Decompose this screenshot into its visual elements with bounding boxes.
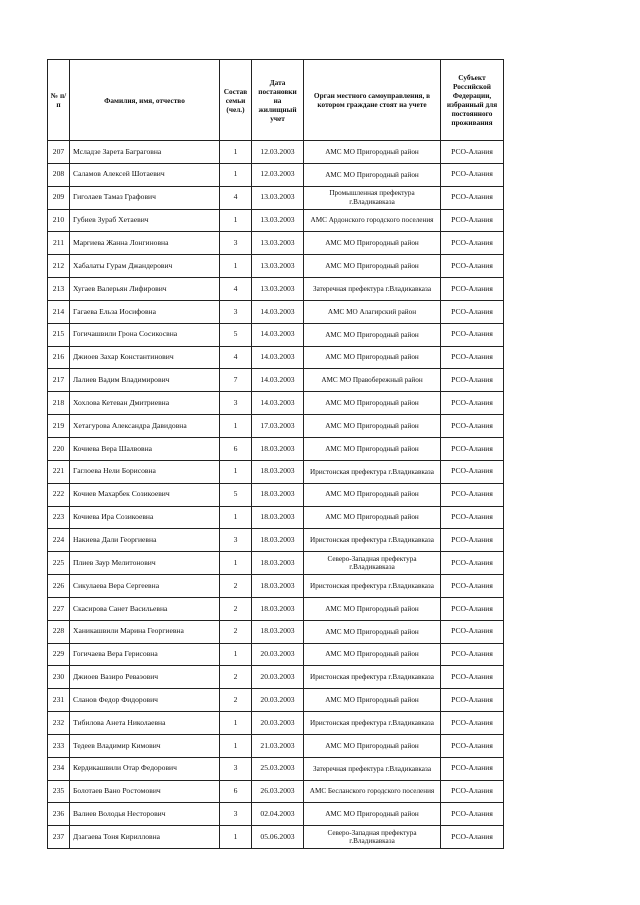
cell-date: 20.03.2003	[252, 666, 304, 689]
cell-org: АМС МО Пригородный район	[304, 232, 441, 255]
cell-org: АМС МО Пригородный район	[304, 803, 441, 826]
cell-num: 233	[48, 734, 70, 757]
cell-org: АМС МО Пригородный район	[304, 346, 441, 369]
cell-subject: РСО-Алания	[441, 255, 504, 278]
cell-name: Валиев Володья Несторович	[70, 803, 220, 826]
cell-subject: РСО-Алания	[441, 141, 504, 164]
cell-family-size: 2	[220, 575, 252, 598]
cell-org: АМС МО Пригородный район	[304, 255, 441, 278]
cell-org: АМС МО Пригородный район	[304, 734, 441, 757]
cell-name: Сикулаева Вера Сергеевна	[70, 575, 220, 598]
cell-org: Промышленная префектура г.Владикавказа	[304, 186, 441, 209]
cell-num: 224	[48, 529, 70, 552]
cell-date: 13.03.2003	[252, 278, 304, 301]
cell-family-size: 3	[220, 757, 252, 780]
cell-family-size: 3	[220, 803, 252, 826]
cell-date: 18.03.2003	[252, 529, 304, 552]
table-row	[48, 255, 504, 278]
cell-date: 17.03.2003	[252, 415, 304, 438]
cell-subject: РСО-Алания	[441, 437, 504, 460]
cell-subject: РСО-Алания	[441, 415, 504, 438]
cell-subject: РСО-Алания	[441, 597, 504, 620]
cell-num: 207	[48, 141, 70, 164]
cell-num: 234	[48, 757, 70, 780]
cell-name: Саламов Алексей Шотаевич	[70, 163, 220, 186]
cell-num: 237	[48, 826, 70, 849]
cell-org: Северо-Западная префектура г.Владикавказа	[304, 826, 441, 849]
cell-subject: РСО-Алания	[441, 346, 504, 369]
cell-name: Гагаева Ельза Иосифовна	[70, 300, 220, 323]
table-row	[48, 437, 504, 460]
cell-subject: РСО-Алания	[441, 506, 504, 529]
cell-name: Лалиев Вадим Владимирович	[70, 369, 220, 392]
cell-family-size: 1	[220, 826, 252, 849]
cell-date: 13.03.2003	[252, 232, 304, 255]
cell-date: 18.03.2003	[252, 506, 304, 529]
cell-family-size: 5	[220, 323, 252, 346]
cell-date: 13.03.2003	[252, 186, 304, 209]
cell-family-size: 4	[220, 278, 252, 301]
header-num: № п/п	[48, 60, 70, 141]
cell-name: Скасирова Санет Васильевна	[70, 597, 220, 620]
cell-num: 216	[48, 346, 70, 369]
cell-date: 02.04.2003	[252, 803, 304, 826]
cell-num: 222	[48, 483, 70, 506]
cell-family-size: 1	[220, 643, 252, 666]
cell-family-size: 1	[220, 734, 252, 757]
table-row	[48, 460, 504, 483]
cell-family-size: 1	[220, 460, 252, 483]
table-row	[48, 620, 504, 643]
cell-date: 12.03.2003	[252, 163, 304, 186]
table-row	[48, 209, 504, 232]
table-row	[48, 186, 504, 209]
cell-num: 223	[48, 506, 70, 529]
cell-num: 220	[48, 437, 70, 460]
cell-name: Хетагурова Александра Давидовна	[70, 415, 220, 438]
cell-date: 14.03.2003	[252, 346, 304, 369]
cell-family-size: 3	[220, 392, 252, 415]
cell-family-size: 1	[220, 415, 252, 438]
cell-name: Гогичаева Вера Герисовна	[70, 643, 220, 666]
cell-date: 18.03.2003	[252, 483, 304, 506]
cell-num: 235	[48, 780, 70, 803]
table-row	[48, 369, 504, 392]
cell-family-size: 1	[220, 163, 252, 186]
table-row	[48, 552, 504, 575]
cell-num: 214	[48, 300, 70, 323]
cell-family-size: 1	[220, 141, 252, 164]
table-row	[48, 232, 504, 255]
cell-subject: РСО-Алания	[441, 826, 504, 849]
cell-org: Иристонская префектура г.Владикавказа	[304, 575, 441, 598]
cell-date: 13.03.2003	[252, 209, 304, 232]
table-header-row	[48, 60, 504, 141]
cell-subject: РСО-Алания	[441, 392, 504, 415]
cell-name: Тибилова Анета Николаевна	[70, 712, 220, 735]
cell-num: 211	[48, 232, 70, 255]
table-row	[48, 346, 504, 369]
cell-subject: РСО-Алания	[441, 620, 504, 643]
cell-org: АМС МО Пригородный район	[304, 415, 441, 438]
cell-name: Хугаев Валерьян Лифирович	[70, 278, 220, 301]
cell-org: АМС МО Пригородный район	[304, 392, 441, 415]
table-row	[48, 757, 504, 780]
cell-family-size: 3	[220, 529, 252, 552]
header-subject: Субъект Российской Федерации, избранный для постоянного проживания	[441, 60, 504, 141]
cell-family-size: 6	[220, 780, 252, 803]
cell-name: Сланов Федор Фидорович	[70, 689, 220, 712]
cell-name: Кочиева Вера Шалвовна	[70, 437, 220, 460]
cell-name: Болотаев Вано Ростомович	[70, 780, 220, 803]
table-row	[48, 597, 504, 620]
table-row	[48, 689, 504, 712]
cell-date: 05.06.2003	[252, 826, 304, 849]
cell-num: 215	[48, 323, 70, 346]
cell-org: Иристонская префектура г.Владикавказа	[304, 460, 441, 483]
cell-name: Дзагаева Тоня Кирилловна	[70, 826, 220, 849]
cell-name: Ханикашвили Марина Георгиевна	[70, 620, 220, 643]
cell-num: 225	[48, 552, 70, 575]
cell-date: 18.03.2003	[252, 552, 304, 575]
cell-org: Северо-Западная префектура г.Владикавказа	[304, 552, 441, 575]
cell-subject: РСО-Алания	[441, 643, 504, 666]
table-row	[48, 300, 504, 323]
table-row	[48, 506, 504, 529]
housing-queue-table	[47, 59, 504, 849]
cell-num: 232	[48, 712, 70, 735]
cell-family-size: 4	[220, 186, 252, 209]
cell-subject: РСО-Алания	[441, 232, 504, 255]
header-name: Фамилия, имя, отчество	[70, 60, 220, 141]
cell-name: Плиев Заур Мелитонович	[70, 552, 220, 575]
table-row	[48, 734, 504, 757]
cell-date: 18.03.2003	[252, 460, 304, 483]
table-body	[48, 141, 504, 849]
cell-name: Гогичашвили Грона Сосикосвна	[70, 323, 220, 346]
cell-subject: РСО-Алания	[441, 209, 504, 232]
cell-date: 14.03.2003	[252, 300, 304, 323]
cell-subject: РСО-Алания	[441, 483, 504, 506]
cell-num: 217	[48, 369, 70, 392]
cell-subject: РСО-Алания	[441, 369, 504, 392]
cell-num: 228	[48, 620, 70, 643]
cell-subject: РСО-Алания	[441, 575, 504, 598]
cell-org: Затеречная префектура г.Владикавказа	[304, 757, 441, 780]
cell-num: 229	[48, 643, 70, 666]
cell-date: 25.03.2003	[252, 757, 304, 780]
cell-org: АМС МО Пригородный район	[304, 141, 441, 164]
cell-num: 210	[48, 209, 70, 232]
cell-name: Джиоев Захар Константинович	[70, 346, 220, 369]
cell-name: Гиголаев Тамаз Графович	[70, 186, 220, 209]
cell-org: АМС МО Пригородный район	[304, 643, 441, 666]
cell-date: 21.03.2003	[252, 734, 304, 757]
cell-num: 219	[48, 415, 70, 438]
cell-org: Иристонская префектура г.Владикавказа	[304, 666, 441, 689]
cell-date: 20.03.2003	[252, 712, 304, 735]
cell-family-size: 7	[220, 369, 252, 392]
cell-org: АМС МО Алагирский район	[304, 300, 441, 323]
cell-family-size: 1	[220, 552, 252, 575]
cell-subject: РСО-Алания	[441, 712, 504, 735]
cell-family-size: 5	[220, 483, 252, 506]
cell-subject: РСО-Алания	[441, 186, 504, 209]
table-row	[48, 163, 504, 186]
table-row	[48, 392, 504, 415]
cell-org: АМС МО Пригородный район	[304, 323, 441, 346]
table-row	[48, 575, 504, 598]
cell-subject: РСО-Алания	[441, 300, 504, 323]
cell-name: Хабалаты Гурам Джандерович	[70, 255, 220, 278]
cell-subject: РСО-Алания	[441, 803, 504, 826]
cell-num: 208	[48, 163, 70, 186]
table-row	[48, 529, 504, 552]
cell-org: Иристонская префектура г.Владикавказа	[304, 529, 441, 552]
table-row	[48, 666, 504, 689]
cell-org: АМС МО Пригородный район	[304, 597, 441, 620]
cell-num: 213	[48, 278, 70, 301]
cell-family-size: 3	[220, 232, 252, 255]
cell-num: 221	[48, 460, 70, 483]
cell-date: 18.03.2003	[252, 437, 304, 460]
cell-subject: РСО-Алания	[441, 529, 504, 552]
cell-name: Джиоев Вазиро Реваэович	[70, 666, 220, 689]
cell-name: Кочиев Махарбек Созикоевич	[70, 483, 220, 506]
table-row	[48, 826, 504, 849]
cell-name: Хохлова Кетеван Дмитриевна	[70, 392, 220, 415]
table-row	[48, 278, 504, 301]
cell-num: 236	[48, 803, 70, 826]
cell-org: АМС МО Пригородный район	[304, 620, 441, 643]
table-row	[48, 483, 504, 506]
cell-name: Тедеев Владимир Кимович	[70, 734, 220, 757]
cell-org: Иристонская префектура г.Владикавказа	[304, 712, 441, 735]
cell-org: АМС МО Пригородный район	[304, 506, 441, 529]
cell-family-size: 2	[220, 689, 252, 712]
header-date: Дата постановки на жилищный учет	[252, 60, 304, 141]
table-row	[48, 415, 504, 438]
cell-date: 14.03.2003	[252, 323, 304, 346]
cell-num: 209	[48, 186, 70, 209]
cell-date: 18.03.2003	[252, 620, 304, 643]
cell-num: 230	[48, 666, 70, 689]
cell-family-size: 1	[220, 255, 252, 278]
cell-name: Кердикашвили Отар Федорович	[70, 757, 220, 780]
cell-org: Затеречная префектура г.Владикавказа	[304, 278, 441, 301]
cell-name: Накиева Дали Георгиевна	[70, 529, 220, 552]
cell-org: АМС МО Пригородный район	[304, 483, 441, 506]
cell-subject: РСО-Алания	[441, 757, 504, 780]
cell-subject: РСО-Алания	[441, 780, 504, 803]
cell-subject: РСО-Алания	[441, 689, 504, 712]
table-row	[48, 643, 504, 666]
cell-family-size: 3	[220, 300, 252, 323]
cell-num: 226	[48, 575, 70, 598]
cell-org: АМС Ардонского городского поселения	[304, 209, 441, 232]
cell-subject: РСО-Алания	[441, 552, 504, 575]
cell-num: 227	[48, 597, 70, 620]
cell-date: 14.03.2003	[252, 369, 304, 392]
cell-org: АМС Бесланского городского поселения	[304, 780, 441, 803]
cell-family-size: 2	[220, 597, 252, 620]
cell-family-size: 2	[220, 620, 252, 643]
cell-num: 231	[48, 689, 70, 712]
cell-date: 18.03.2003	[252, 575, 304, 598]
cell-date: 20.03.2003	[252, 689, 304, 712]
cell-name: Губиев Зураб Хетаевич	[70, 209, 220, 232]
cell-family-size: 1	[220, 712, 252, 735]
table-row	[48, 712, 504, 735]
cell-name: Гаглоева Нели Борисовна	[70, 460, 220, 483]
cell-subject: РСО-Алания	[441, 163, 504, 186]
cell-org: АМС МО Правобережный район	[304, 369, 441, 392]
cell-name: Маргиева Жанна Лонгиновна	[70, 232, 220, 255]
cell-subject: РСО-Алания	[441, 734, 504, 757]
cell-family-size: 1	[220, 209, 252, 232]
cell-subject: РСО-Алания	[441, 460, 504, 483]
cell-family-size: 2	[220, 666, 252, 689]
cell-org: АМС МО Пригородный район	[304, 689, 441, 712]
cell-subject: РСО-Алания	[441, 323, 504, 346]
cell-date: 14.03.2003	[252, 392, 304, 415]
cell-num: 218	[48, 392, 70, 415]
header-family-size: Состав семьи (чел.)	[220, 60, 252, 141]
table-row	[48, 780, 504, 803]
cell-date: 13.03.2003	[252, 255, 304, 278]
cell-subject: РСО-Алания	[441, 666, 504, 689]
cell-num: 212	[48, 255, 70, 278]
cell-org: АМС МО Пригородный район	[304, 437, 441, 460]
cell-family-size: 1	[220, 506, 252, 529]
cell-date: 12.03.2003	[252, 141, 304, 164]
cell-subject: РСО-Алания	[441, 278, 504, 301]
cell-date: 20.03.2003	[252, 643, 304, 666]
header-org: Орган местного самоуправления, в котором граждане стоят на учете	[304, 60, 441, 141]
cell-family-size: 6	[220, 437, 252, 460]
cell-family-size: 4	[220, 346, 252, 369]
cell-name: Кочиева Ира Созикоевна	[70, 506, 220, 529]
table-row	[48, 323, 504, 346]
table-row	[48, 803, 504, 826]
cell-name: Мсладзе Зарета Баграговна	[70, 141, 220, 164]
cell-date: 18.03.2003	[252, 597, 304, 620]
table-row	[48, 141, 504, 164]
cell-date: 26.03.2003	[252, 780, 304, 803]
cell-org: АМС МО Пригородный район	[304, 163, 441, 186]
